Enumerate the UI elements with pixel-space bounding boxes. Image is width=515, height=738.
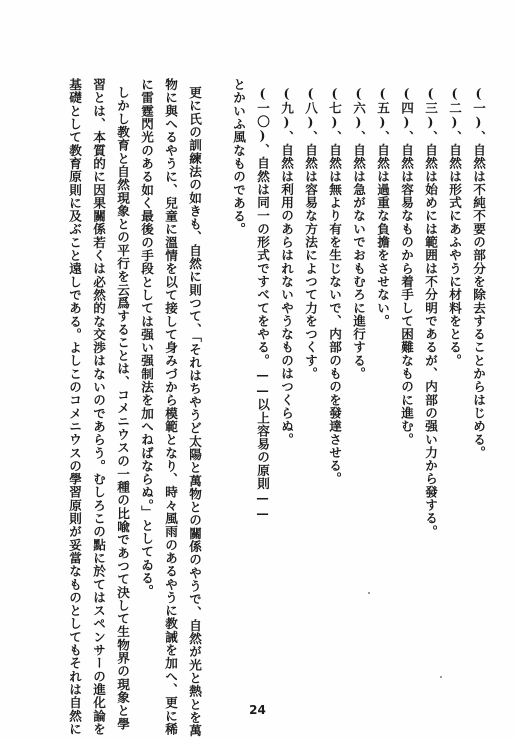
text-line: (一)、自然は不純不要の部分を除去することからはじめる。 xyxy=(471,86,486,459)
text-line: (四)、自然は容易なものから着手して困難なものに進む。 xyxy=(399,86,414,446)
text-line: (七)、自然は無より有を生じないで、内部のものを發達させる。 xyxy=(327,86,342,486)
page-number: 24 xyxy=(249,703,266,717)
text-line: (三)、自然は始めには範囲は不分明であるが、内部の强い力から發する。 xyxy=(423,86,438,538)
text-line: 更に氏の訓練法の如きも、自然に則つて、「それはちやうど太陽と萬物との關係のやうで、自然が光と熱とを萬 xyxy=(187,86,202,738)
text-line: しかし教育と自然現象との平行を云爲することは、コメニウスの一種の比喩であつて決して生物界の現象と學 xyxy=(115,86,130,731)
text-line: 基礎として教育原則に及ぶこと遠しである。よしこのコメニウスの學習原則が妥當なものとしてもそれは自然に xyxy=(67,78,82,736)
text-line: (一〇)、自然は同一の形式ですべてをやる。——以上容易の原則—— xyxy=(255,86,270,522)
paper-speck xyxy=(440,676,442,678)
text-line: (六)、自然は急がないでおもむろに進行する。 xyxy=(351,86,366,381)
text-line: 物に與へるやうに、兒童に溫情を以て接して身みづから模範となり、時々風雨のあるやうに教誡を加へ、更に稀 xyxy=(163,78,178,736)
text-line: (八)、自然は容易な方法によつて力をつくす。 xyxy=(303,86,318,381)
text-line: 習とは、本質的に因果關係若くは必然的な交渉はないのであらう。むしろこの點に於てはスペンサーの進化論を xyxy=(91,78,106,736)
text-line: に雷霆閃光のある如く最後の手段としては强い强制法を加へねばならぬ。」としてゐる。 xyxy=(139,78,154,598)
paper-speck xyxy=(368,592,370,594)
text-line: (九)、自然は利用のあらはれないやうなものはつくらぬ。 xyxy=(279,86,294,446)
text-line: とかいふ風なものである。 xyxy=(231,78,246,236)
text-line: (二)、自然は形式にあふやうに材料をとる。 xyxy=(447,86,462,367)
text-line: (五)、自然は過重な負擔をさせない。 xyxy=(375,86,390,328)
